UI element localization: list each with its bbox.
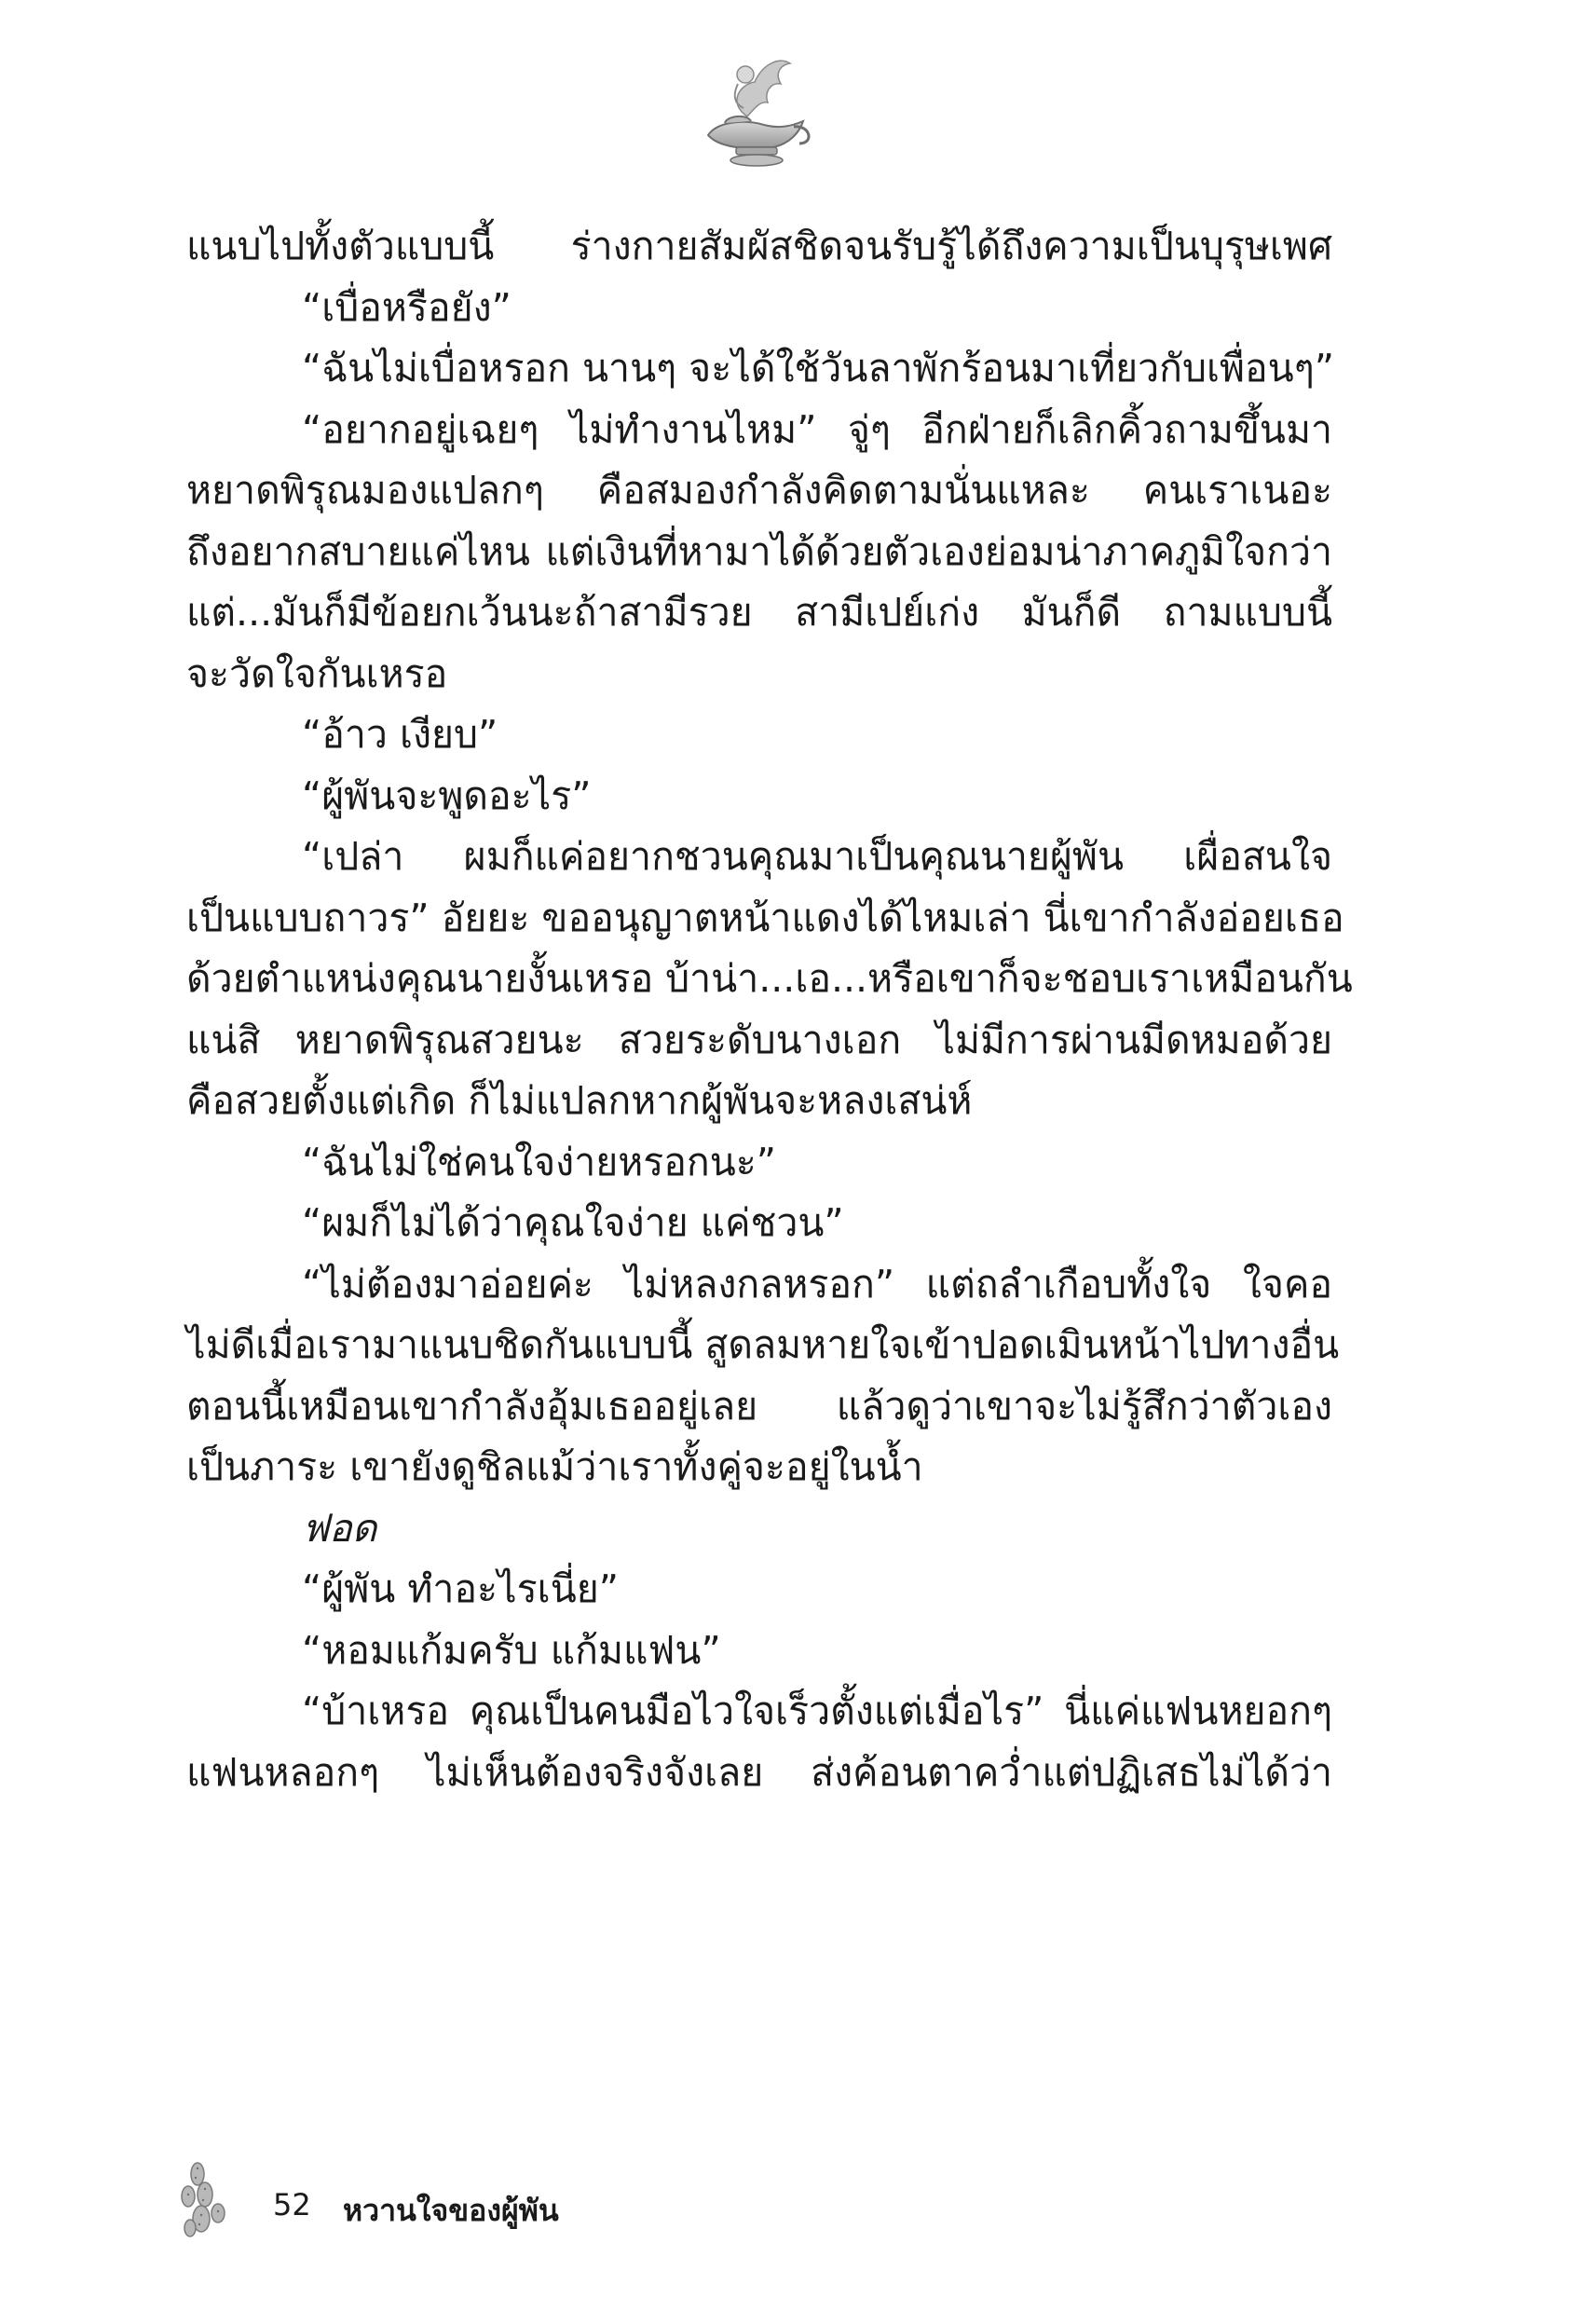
page-number: 52 [273, 2187, 311, 2222]
text-line: แน่สิ หยาดพิรุณสวยนะ สวยระดับนางเอก ไม่มีการผ่านมีดหมอด้วย [186, 1017, 1332, 1062]
genie-lamp-icon [689, 47, 820, 177]
text-line: แฟนหลอกๆ ไม่เห็นต้องจริงจังเลย ส่งค้อนตาคว่ำแต่ปฏิเสธไม่ได้ว่า [186, 1749, 1332, 1795]
text-line: “อ้าว เงียบ” [302, 712, 498, 757]
text-line: “ไม่ต้องมาอ่อยค่ะ ไม่หลงกลหรอก” แต่ถลำเกือบทั้งใจ ใจคอ [302, 1261, 1332, 1306]
text-line: “อยากอยู่เฉยๆ ไม่ทำงานไหม” จู่ๆ อีกฝ่ายก็เลิกคิ้วถามขึ้นมา [302, 406, 1332, 452]
text-line: ด้วยตำแหน่งคุณนายงั้นเหรอ บ้าน่า...เอ...หรือเขาก็จะชอบเราเหมือนกัน [186, 956, 1353, 1001]
text-line: เป็นแบบถาวร” อัยยะ ขออนุญาตหน้าแดงได้ไหมเล่า นี่เขากำลังอ่อยเธอ [186, 895, 1344, 940]
text-line: “ผู้พัน ทำอะไรเนี่ย” [302, 1566, 619, 1611]
text-line: ฟอด [302, 1505, 377, 1551]
cactus-icon [177, 2157, 242, 2241]
text-line: ตอนนี้เหมือนเขากำลังอุ้มเธออยู่เลย แล้วดูว่าเขาจะไม่รู้สึกว่าตัวเอง [186, 1383, 1332, 1429]
text-line: “เปล่า ผมก็แค่อยากชวนคุณมาเป็นคุณนายผู้พัน เผื่อสนใจ [302, 834, 1332, 879]
text-line: ถึงอยากสบายแค่ไหน แต่เงินที่หามาได้ด้วยตัวเองย่อมน่าภาคภูมิใจกว่า [186, 528, 1332, 574]
body-text [186, 216, 1353, 1803]
text-line: “ผมก็ไม่ได้ว่าคุณใจง่าย แค่ชวน” [302, 1200, 844, 1245]
text-line: แต่...มันก็มีข้อยกเว้นนะถ้าสามีรวย สามีเปย์เก่ง มันก็ดี ถามแบบนี้ [186, 590, 1332, 635]
text-line: จะวัดใจกันเหรอ [186, 650, 448, 696]
text-line: “ผู้พันจะพูดอะไร” [302, 773, 592, 818]
text-line: ไม่ดีเมื่อเรามาแนบชิดกันแบบนี้ สูดลมหายใจเข้าปอดเมินหน้าไปทางอื่น [186, 1322, 1340, 1367]
text-line: แนบไปทั้งตัวแบบนี้ ร่างกายสัมผัสชิดจนรับรู้ได้ถึงความเป็นบุรุษเพศ [186, 224, 1332, 268]
text-line: คือสวยตั้งแต่เกิด ก็ไม่แปลกหากผู้พันจะหลงเสน่ห์ [186, 1078, 973, 1123]
book-title: หวานใจของผู้พัน [343, 2193, 559, 2228]
text-line: เป็นภาระ เขายังดูชิลแม้ว่าเราทั้งคู่จะอยู่ในน้ำ [186, 1444, 923, 1489]
text-line: หยาดพิรุณมองแปลกๆ คือสมองกำลังคิดตามนั่นแหละ คนเราเนอะ [186, 468, 1332, 513]
text-line: “ฉันไม่ใช่คนใจง่ายหรอกนะ” [302, 1139, 777, 1184]
text-line: “เบื่อหรือยัง” [302, 284, 512, 330]
text-line: “บ้าเหรอ คุณเป็นคนมือไวใจเร็วตั้งแต่เมื่อไร” นี่แค่แฟนหยอกๆ [302, 1689, 1332, 1733]
page-footer [177, 2157, 829, 2241]
text-line: “ฉันไม่เบื่อหรอก นานๆ จะได้ใช้วันลาพักร้อนมาเที่ยวกับเพื่อนๆ” [302, 346, 1334, 390]
text-line: “หอมแก้มครับ แก้มแฟน” [302, 1627, 721, 1673]
